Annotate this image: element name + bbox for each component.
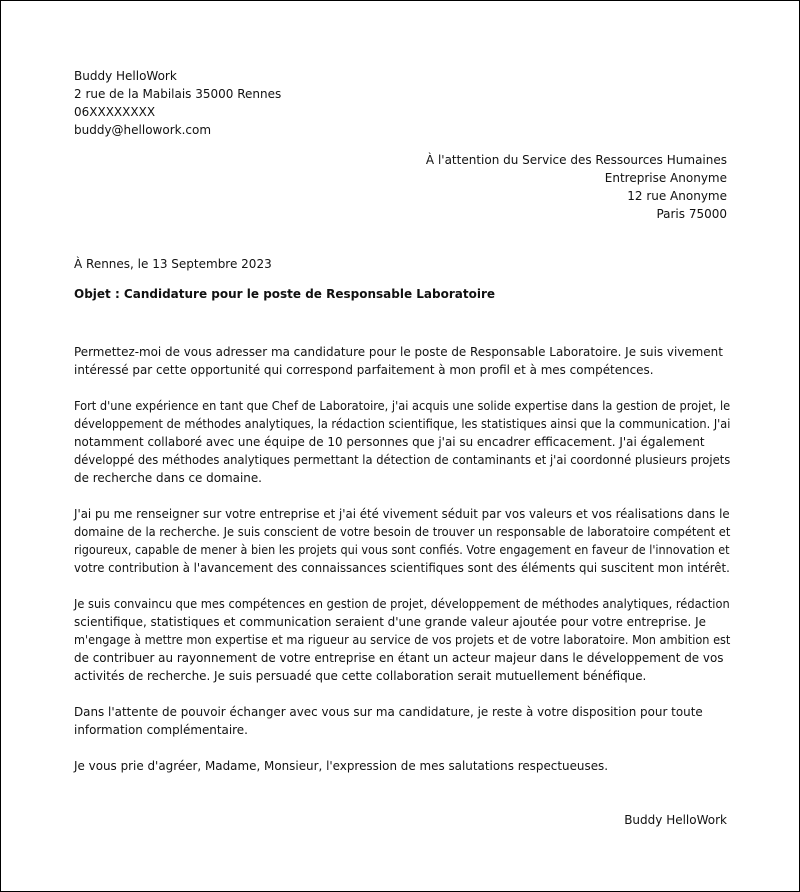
paragraph-line: Je vous prie d'agréer, Madame, Monsieur, l'expression de mes salutations respectueuses.: [74, 759, 609, 773]
body-paragraph: [74, 343, 734, 379]
sender-name: Buddy HelloWork: [74, 69, 177, 83]
recipient-city: Paris 75000: [656, 207, 727, 221]
body-paragraph: [74, 505, 734, 577]
paragraph-line: activités de recherche. Je suis persuadé que cette collaboration serait mutuellement bénéfique.: [74, 669, 647, 683]
body-paragraph: [74, 595, 734, 685]
paragraph-line: de recherche dans ce domaine.: [74, 471, 262, 485]
paragraph-line: intéressé par cette opportunité qui correspond parfaitement à mon profil et à mes compétences.: [74, 363, 654, 377]
letter-date: À Rennes, le 13 Septembre 2023: [74, 257, 272, 271]
body-paragraph: [74, 397, 734, 487]
paragraph-line: développé des méthodes analytiques permettant la détection de contaminants et j'ai coordonné plusieurs projets: [74, 453, 731, 467]
paragraph-line: information complémentaire.: [74, 723, 248, 737]
body-paragraph: [74, 757, 734, 775]
signature: Buddy HelloWork: [624, 813, 727, 827]
paragraph-line: Permettez-moi de vous adresser ma candidature pour le poste de Responsable Laboratoire. Je suis vivement: [74, 345, 723, 359]
paragraph-line: Dans l'attente de pouvoir échanger avec vous sur ma candidature, je reste à votre disposition pour toute: [74, 705, 703, 719]
sender-address: 2 rue de la Mabilais 35000 Rennes: [74, 87, 282, 101]
sender-block: [74, 67, 281, 139]
paragraph-line: m'engage à mettre mon expertise et ma rigueur au service de vos projets et de votre laboratoire. Mon ambition est: [74, 633, 731, 647]
sender-phone: 06XXXXXXXX: [74, 105, 156, 119]
paragraph-line: notamment collaboré avec une équipe de 10 personnes que j'ai su encadrer efficacement. J'ai également: [74, 435, 705, 449]
recipient-block: [426, 151, 727, 223]
paragraph-line: Je suis convaincu que mes compétences en gestion de projet, développement de méthodes analytiques, rédaction: [74, 597, 730, 611]
recipient-company: Entreprise Anonyme: [604, 171, 727, 185]
sender-email: buddy@hellowork.com: [74, 123, 212, 137]
paragraph-line: de contribuer au rayonnement de votre entreprise en étant un acteur majeur dans le développement de vos: [74, 651, 724, 665]
letter-body: [74, 343, 734, 793]
letter-subject: Objet : Candidature pour le poste de Responsable Laboratoire: [74, 287, 496, 301]
paragraph-line: rigoureux, capable de mener à bien les projets qui vous sont confiés. Votre engagement en faveur de l'innovation et: [74, 543, 730, 557]
recipient-street: 12 rue Anonyme: [627, 189, 727, 203]
body-paragraph: [74, 703, 734, 739]
paragraph-line: scientifique, statistiques et communication seraient d'une grande valeur ajoutée pour votre entreprise. Je: [74, 615, 706, 629]
paragraph-line: Fort d'une expérience en tant que Chef de Laboratoire, j'ai acquis une solide expertise dans la gestion de projet, le: [74, 399, 731, 413]
paragraph-line: domaine de la recherche. Je suis conscient de votre besoin de trouver un responsable de laboratoire compétent et: [74, 525, 731, 539]
paragraph-line: J'ai pu me renseigner sur votre entreprise et j'ai été vivement séduit par vos valeurs et vos réalisations dans le: [74, 507, 730, 521]
recipient-attention: À l'attention du Service des Ressources Humaines: [425, 153, 727, 167]
paragraph-line: votre contribution à l'avancement des connaissances scientifiques sont des éléments qui suscitent mon intérêt.: [74, 561, 730, 575]
paragraph-line: développement de méthodes analytiques, la rédaction scientifique, les statistiques ainsi que la communication. J'ai: [74, 417, 731, 431]
